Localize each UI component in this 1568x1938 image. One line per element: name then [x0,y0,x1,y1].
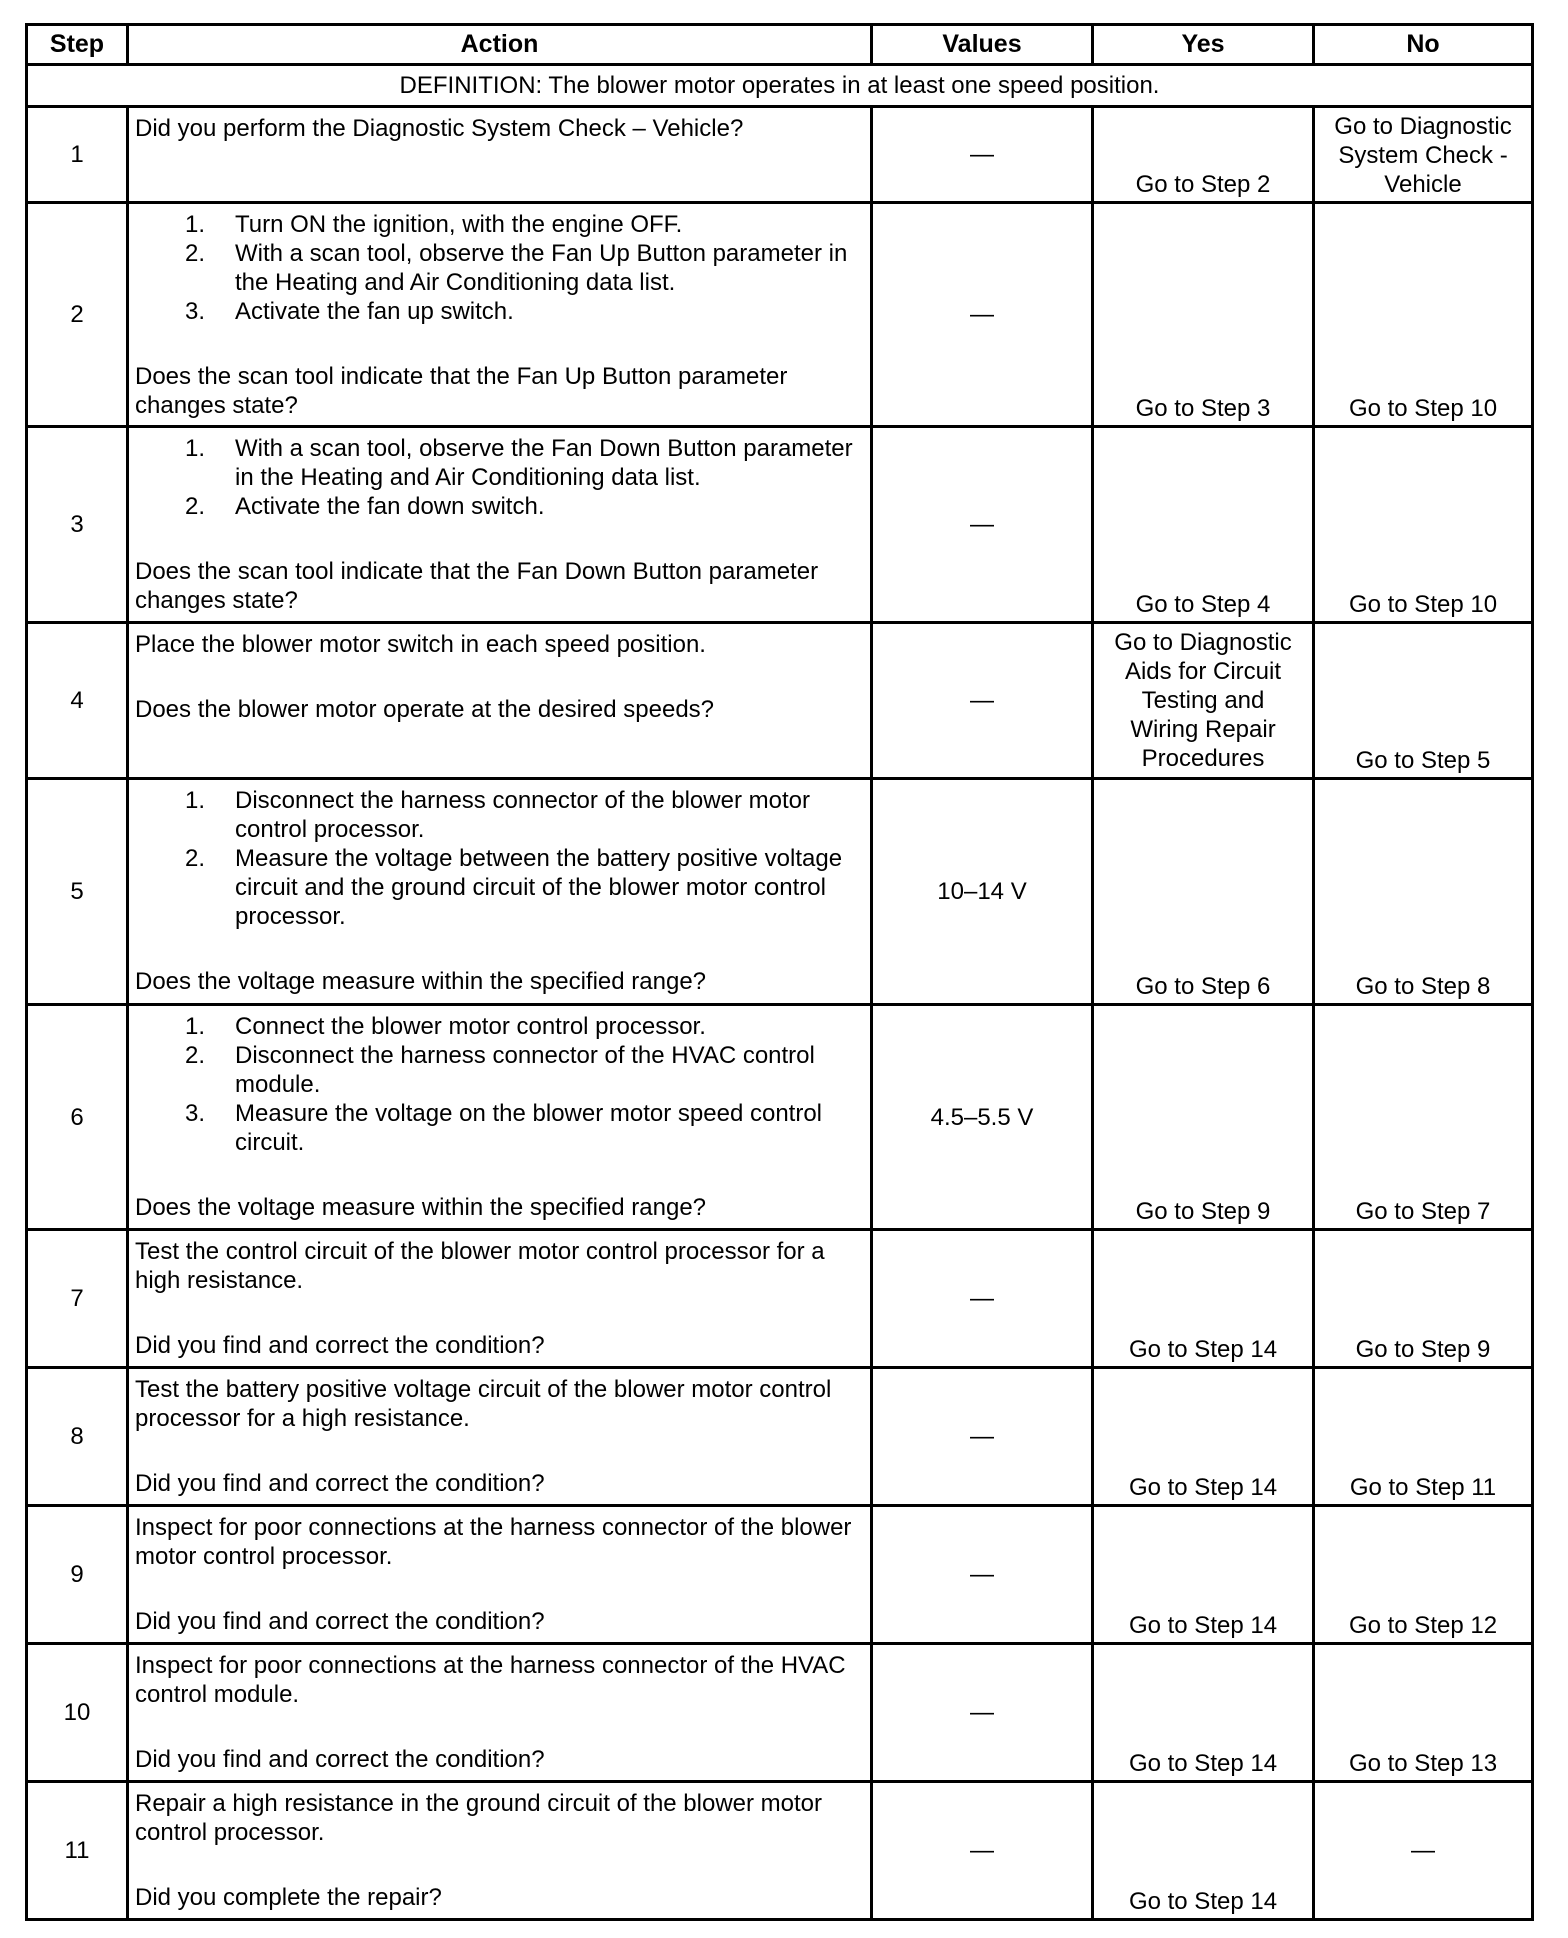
action-cell [128,1506,872,1644]
table-row [27,623,1533,779]
list-item: 2. Measure the voltage between the battery positive voltage circuit and the ground circuit of the blower motor control processor. [184,845,843,930]
yes-cell: Go to Diagnostic Aids for Circuit Testing and Wiring Repair Procedures [1093,623,1314,779]
step-number: 11 [27,1782,128,1920]
action-cell [128,1230,872,1368]
definition-text: DEFINITION: The blower motor operates in at least one speed position. [27,65,1533,107]
header-values: Values [872,25,1093,65]
step-number: 8 [27,1368,128,1506]
yes-cell: Go to Step 4 [1093,427,1314,623]
action-cell [128,203,872,427]
list-item: 2. Disconnect the harness connector of the HVAC control module. [184,1042,815,1098]
action-question: Does the voltage measure within the specified range? [135,1194,707,1221]
action-question: Does the voltage measure within the specified range? [135,968,707,995]
no-cell: Go to Step 12 [1314,1506,1533,1644]
no-cell: Go to Diagnostic System Check - Vehicle [1314,107,1533,203]
diagnostic-table [25,23,1534,1921]
action-steps-list [135,1012,862,1157]
yes-cell: Go to Step 14 [1093,1782,1314,1920]
yes-cell: Go to Step 6 [1093,779,1314,1005]
action-intro: Test the battery positive voltage circuit of the blower motor control processor for a high resistance. [135,1376,832,1432]
action-steps-list [135,434,862,521]
list-item: 2. With a scan tool, observe the Fan Up Button parameter in the Heating and Air Conditioning data list. [184,240,848,296]
list-item: 2. Activate the fan down switch. [184,493,545,520]
action-intro: Repair a high resistance in the ground circuit of the blower motor control processor. [135,1790,823,1846]
yes-cell: Go to Step 9 [1093,1005,1314,1230]
no-cell: Go to Step 13 [1314,1644,1533,1782]
value-cell: — [872,107,1093,203]
diagnostic-table-page [25,23,1534,1921]
step-number: 4 [27,623,128,779]
header-step: Step [27,25,128,65]
value-cell: — [872,203,1093,427]
no-cell: Go to Step 11 [1314,1368,1533,1506]
header-action: Action [128,25,872,65]
no-cell: Go to Step 7 [1314,1005,1533,1230]
header-row [27,25,1533,65]
header-yes: Yes [1093,25,1314,65]
yes-cell: Go to Step 14 [1093,1368,1314,1506]
table-row [27,1644,1533,1782]
action-cell [128,1644,872,1782]
step-number: 7 [27,1230,128,1368]
yes-cell: Go to Step 14 [1093,1644,1314,1782]
value-cell: — [872,1782,1093,1920]
no-cell: Go to Step 5 [1314,623,1533,779]
value-cell: — [872,623,1093,779]
action-cell [128,779,872,1005]
action-steps-list [135,786,862,931]
value-cell: 10–14 V [872,779,1093,1005]
table-row [27,1230,1533,1368]
step-number: 5 [27,779,128,1005]
table-row [27,779,1533,1005]
action-question: Did you find and correct the condition? [135,1608,545,1635]
action-cell [128,1005,872,1230]
value-cell: — [872,1230,1093,1368]
table-row [27,107,1533,203]
step-number: 9 [27,1506,128,1644]
action-question: Does the scan tool indicate that the Fan Down Button parameter changes state? [135,558,819,614]
value-cell: — [872,1506,1093,1644]
action-question: Did you find and correct the condition? [135,1470,545,1497]
value-cell: — [872,1368,1093,1506]
action-cell [128,1782,872,1920]
table-row [27,1506,1533,1644]
no-cell: Go to Step 10 [1314,427,1533,623]
action-steps-list [135,210,862,326]
action-intro: Place the blower motor switch in each speed position. [135,631,706,658]
step-number: 1 [27,107,128,203]
value-cell: — [872,427,1093,623]
list-item: 3. Measure the voltage on the blower motor speed control circuit. [184,1100,823,1156]
table-row [27,1005,1533,1230]
action-cell [128,427,872,623]
table-row [27,1368,1533,1506]
action-question: Did you find and correct the condition? [135,1332,545,1359]
action-cell [128,107,872,203]
table-row [27,203,1533,427]
action-question: Does the scan tool indicate that the Fan Up Button parameter changes state? [135,363,788,419]
yes-cell: Go to Step 2 [1093,107,1314,203]
no-cell: Go to Step 9 [1314,1230,1533,1368]
action-question: Did you find and correct the condition? [135,1746,545,1773]
header-no: No [1314,25,1533,65]
list-item: 1. With a scan tool, observe the Fan Down Button parameter in the Heating and Air Conditioning data list. [184,435,853,491]
list-item: 3. Activate the fan up switch. [184,298,514,325]
value-cell: — [872,1644,1093,1782]
action-question: Did you complete the repair? [135,1884,442,1911]
action-intro: Inspect for poor connections at the harness connector of the blower motor control processor. [135,1514,852,1570]
no-cell: — [1314,1782,1533,1920]
action-intro: Did you perform the Diagnostic System Check – Vehicle? [135,115,744,142]
table-row [27,1782,1533,1920]
action-question: Does the blower motor operate at the desired speeds? [135,696,715,723]
definition-row [27,65,1533,107]
yes-cell: Go to Step 14 [1093,1230,1314,1368]
action-intro: Test the control circuit of the blower motor control processor for a high resistance. [135,1238,825,1294]
list-item: 1. Turn ON the ignition, with the engine OFF. [184,211,683,238]
step-number: 6 [27,1005,128,1230]
action-intro: Inspect for poor connections at the harness connector of the HVAC control module. [135,1652,846,1708]
no-cell: Go to Step 8 [1314,779,1533,1005]
list-item: 1. Disconnect the harness connector of the blower motor control processor. [184,787,810,843]
yes-cell: Go to Step 14 [1093,1506,1314,1644]
no-cell: Go to Step 10 [1314,203,1533,427]
list-item: 1. Connect the blower motor control processor. [184,1013,706,1040]
action-cell [128,1368,872,1506]
table-row [27,427,1533,623]
action-cell [128,623,872,779]
step-number: 3 [27,427,128,623]
yes-cell: Go to Step 3 [1093,203,1314,427]
value-cell: 4.5–5.5 V [872,1005,1093,1230]
step-number: 10 [27,1644,128,1782]
step-number: 2 [27,203,128,427]
